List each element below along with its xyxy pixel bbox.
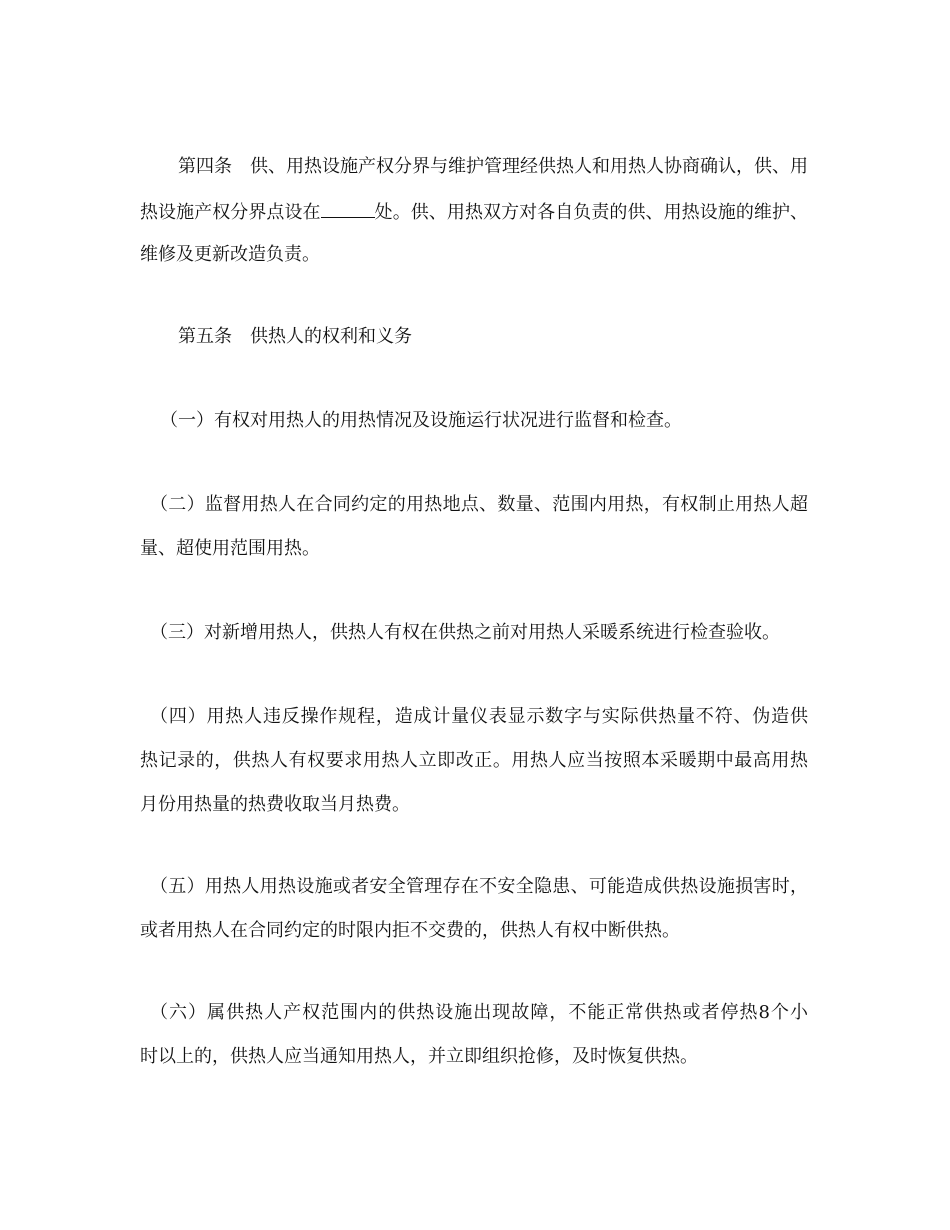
article4-line2-after: 处。供、用热双方对各自负责的供、用热设施的维护、: [374, 202, 809, 223]
item-6-line2: 时以上的，供热人应当通知用热人，并立即组织抢修，及时恢复供热。: [140, 1046, 698, 1067]
item-1-line1: （一）有权对用热人的用热情况及设施运行状况进行监督和检查。: [160, 410, 682, 431]
item-2-line2: 量、超使用范围用热。: [140, 538, 320, 559]
item-5-line1: （五）用热人用热设施或者安全管理存在不安全隐患、可能造成供热设施损害时，: [150, 876, 808, 897]
article4-line2: [140, 199, 808, 223]
item-3-line1: （三）对新增用热人，供热人有权在供热之前对用热人采暖系统进行检查验收。: [150, 622, 780, 643]
item-2-line1: （二）监督用热人在合同约定的用热地点、数量、范围内用热，有权制止用热人超: [150, 494, 808, 515]
item-6-line1: （六）属供热人产权范围内的供热设施出现故障，不能正常供热或者停热8个小: [150, 1002, 808, 1023]
article4-line3: 维修及更新改造负责。: [140, 244, 320, 265]
item-4-line1: （四）用热人违反操作规程，造成计量仪表显示数字与实际供热量不符、伪造供: [150, 706, 808, 727]
article4-line2-before: 热设施产权分界点设在: [140, 202, 321, 223]
item-4-line2: 热记录的，供热人有权要求用热人立即改正。用热人应当按照本采暖期中最高用热: [140, 750, 808, 771]
fill-in-blank: [321, 199, 375, 218]
article4-line1: 第四条 供、用热设施产权分界与维护管理经供热人和用热人协商确认，供、用: [178, 156, 808, 177]
item-4-line3: 月份用热量的热费收取当月热费。: [140, 794, 410, 815]
item-5-line2: 或者用热人在合同约定的时限内拒不交费的，供热人有权中断供热。: [140, 920, 680, 941]
article5-title: 第五条 供热人的权利和义务: [178, 326, 412, 347]
